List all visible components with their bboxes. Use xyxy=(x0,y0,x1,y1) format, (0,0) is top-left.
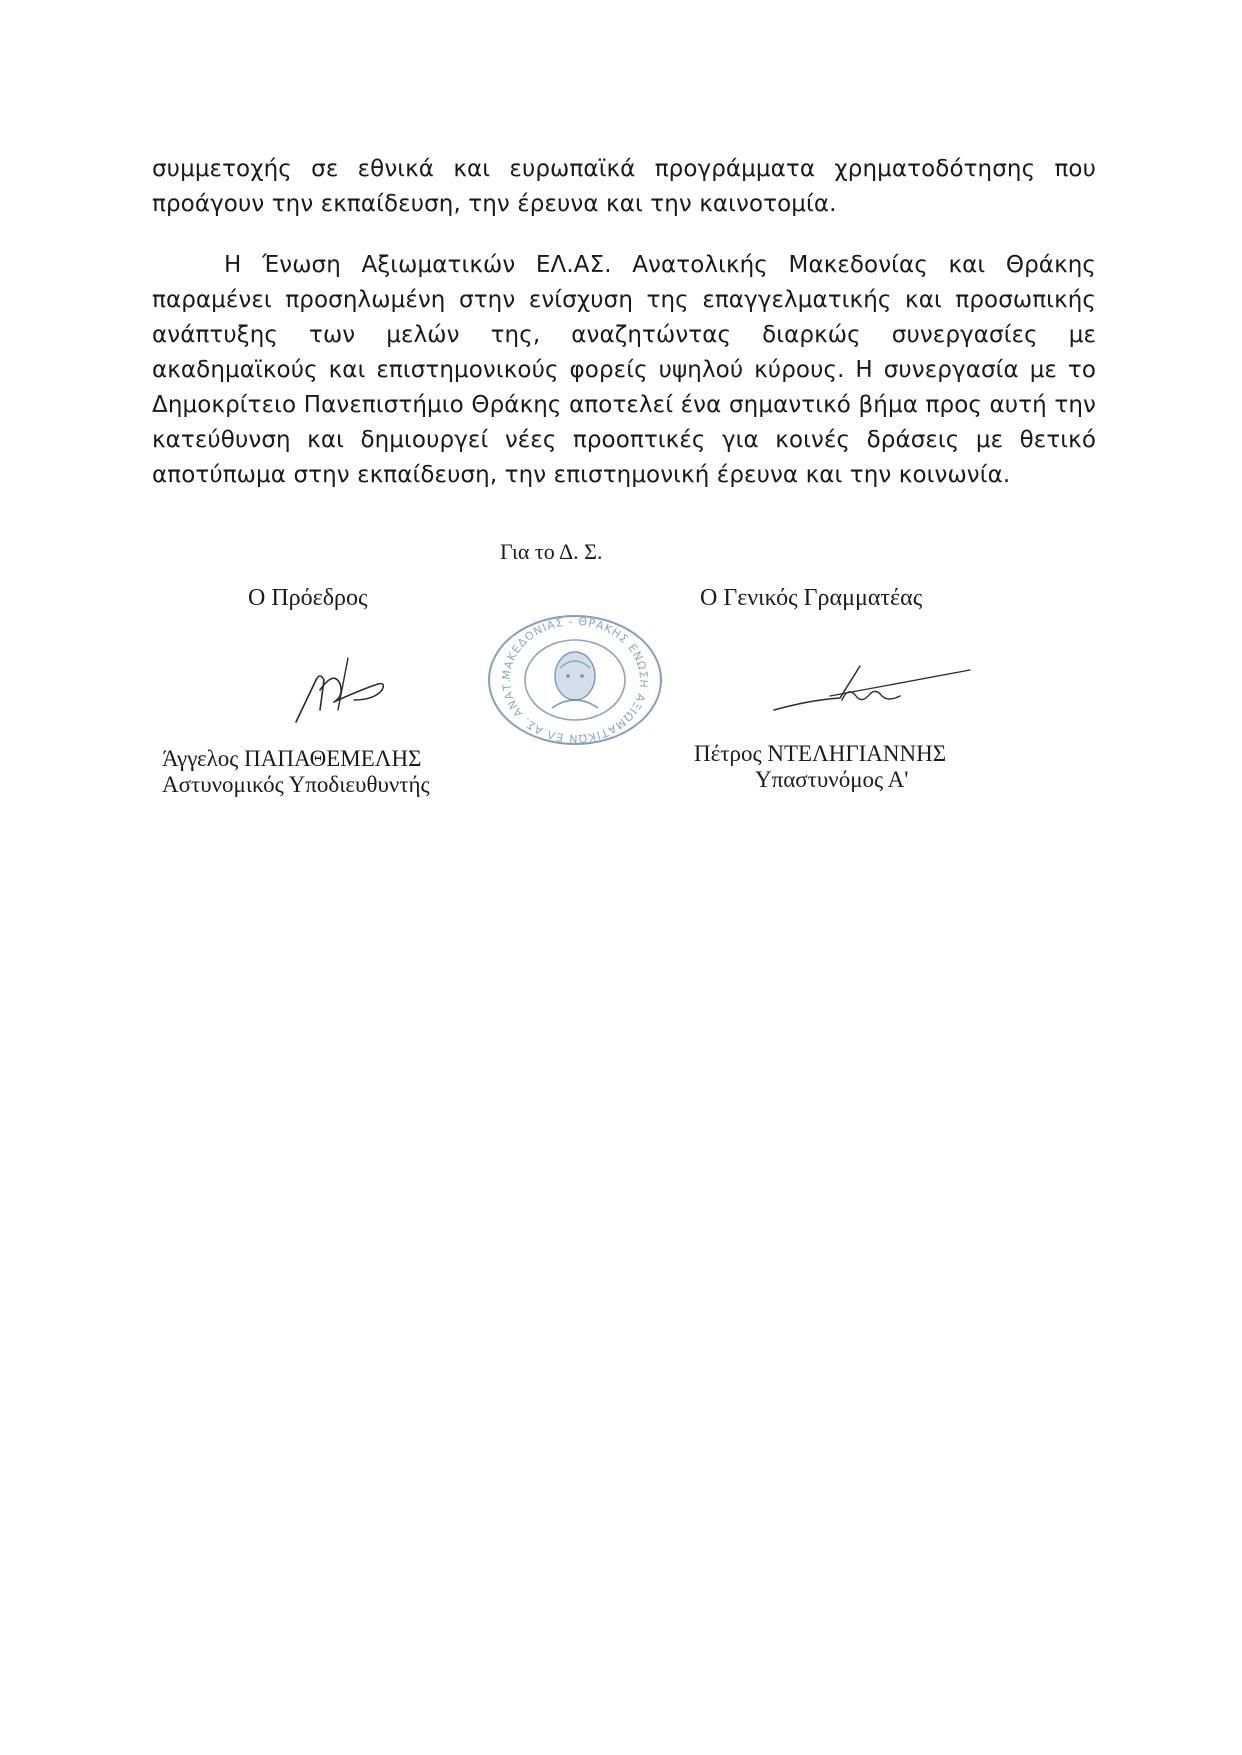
secretary-name: Πέτρος ΝΤΕΛΗΓΙΑΝΝΗΣ xyxy=(694,741,947,766)
stamp-text: ΜΑΚΕΔΟΝΙΑΣ - ΘΡΑΚΗΣ ΕΝΩΣΗ ΑΞΙΩΜΑΤΙΚΩΝ ΕΛ.ΑΣ. ΑΝΑΤ. xyxy=(499,614,651,746)
association-seal-stamp-icon xyxy=(480,610,670,750)
president-rank: Αστυνομικός Υποδιευθυντής xyxy=(162,772,430,797)
paragraph-2: Η Ένωση Αξιωματικών ΕΛ.ΑΣ. Ανατολικής Μακεδονίας και Θράκης παραμένει προσηλωμένη στην ενίσχυση της επαγγελματικής και προσωπικής ανάπτυξης των μελών της, αναζητώντας διαρκώς συνεργασίες με ακαδημαϊκούς και επιστημονικούς φορείς υψηλού κύρους. Η συνεργασία με το Δημοκρίτειο Πανεπιστήμιο Θράκης αποτελεί ένα σημαντικό βήμα προς αυτή την κατεύθυνση και δημιουργεί νέες προοπτικές για κοινές δράσεις με θετικό αποτύπωμα στην εκπαίδευση, την επιστημονική έρευνα και την κοινωνία. xyxy=(152,252,1096,488)
paragraph-1: συμμετοχής σε εθνικά και ευρωπαϊκά προγράμματα χρηματοδότησης που προάγουν την εκπαίδευση, την έρευνα και την καινοτομία. xyxy=(152,156,1096,217)
president-name: Άγγελος ΠΑΠΑΘΕΜΕΛΗΣ xyxy=(162,746,422,771)
for-board-label: Για το Δ. Σ. xyxy=(500,539,603,564)
secretary-signature-icon xyxy=(770,660,980,720)
president-signature-icon xyxy=(290,650,400,730)
secretary-rank: Υπαστυνόμος Α' xyxy=(755,767,909,792)
secretary-title: Ο Γενικός Γραμματέας xyxy=(700,585,923,611)
president-title: Ο Πρόεδρος xyxy=(248,585,368,611)
